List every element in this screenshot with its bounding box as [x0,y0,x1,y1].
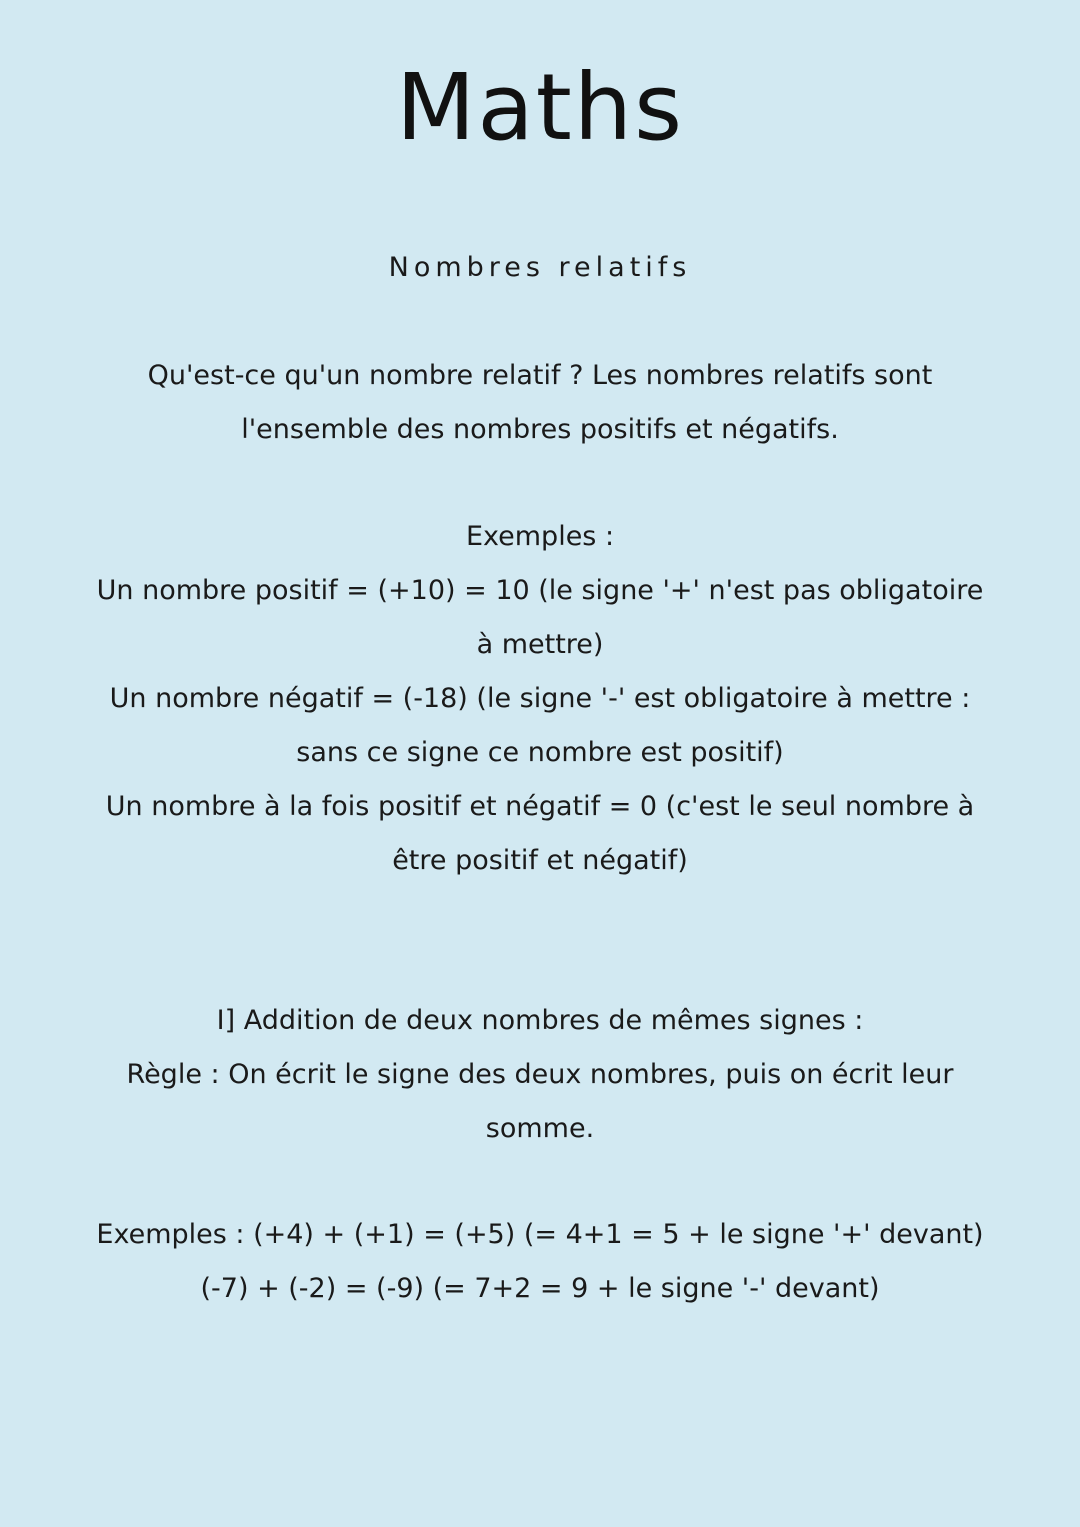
section-example-line: Exemples : (+4) + (+1) = (+5) (= 4+1 = 5 + le signe '+' devant) [96,1219,984,1250]
example-line: être positif et négatif) [392,845,688,876]
rule-line: Règle : On écrit le signe des deux nombres, puis on écrit leur [126,1059,954,1090]
example-line: Un nombre positif = (+10) = 10 (le signe '+' n'est pas obligatoire [96,575,984,606]
intro-line: Qu'est-ce qu'un nombre relatif ? Les nombres relatifs sont [147,360,933,391]
section-heading: I] Addition de deux nombres de mêmes signes : [216,1005,864,1036]
example-line: Un nombre à la fois positif et négatif = 0 (c'est le seul nombre à [105,791,975,822]
examples-heading: Exemples : [465,521,615,552]
intro-paragraph [60,349,1020,457]
example-line: sans ce signe ce nombre est positif) [296,737,784,768]
section-example-line: (-7) + (-2) = (-9) (= 7+2 = 9 + le signe '-' devant) [200,1273,880,1304]
example-line: Un nombre négatif = (-18) (le signe '-' est obligatoire à mettre : [109,683,971,714]
section-addition-same-signs [60,994,1020,1156]
section-examples [60,1208,1020,1316]
rule-line: somme. [485,1113,595,1144]
intro-line: l'ensemble des nombres positifs et négatifs. [241,414,839,445]
page-title: Maths [395,54,685,161]
example-line: à mettre) [476,629,604,660]
page-subtitle: Nombres relatifs [388,252,692,283]
examples-paragraph [60,510,1020,888]
